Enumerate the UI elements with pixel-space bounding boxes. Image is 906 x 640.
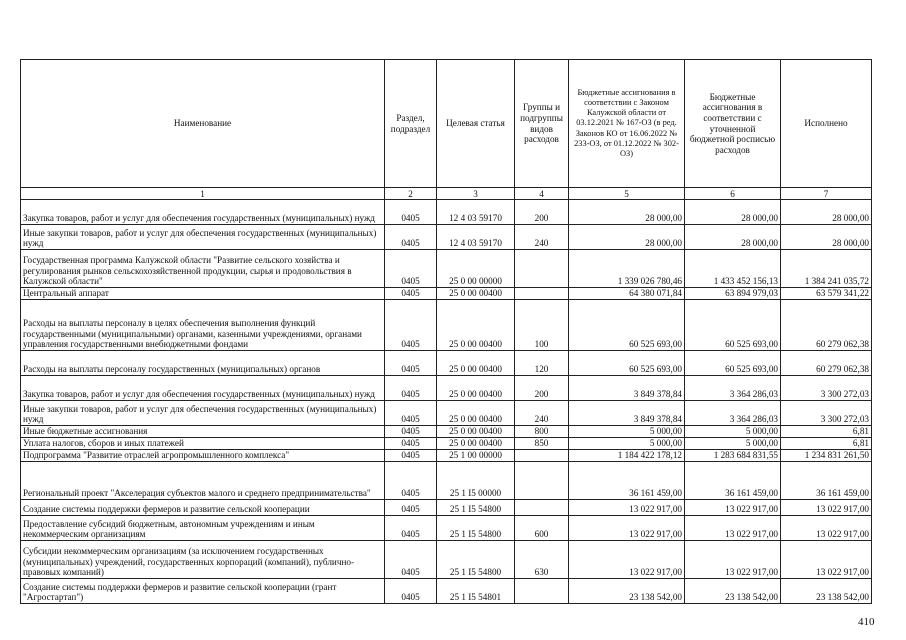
row-refined-allocation: 13 022 917,00	[685, 541, 781, 579]
row-refined-allocation: 23 138 542,00	[685, 579, 781, 604]
row-expense-group: 850	[515, 438, 569, 450]
table-row	[21, 450, 872, 462]
row-name: Региональный проект "Акселерация субъектов малого и среднего предпринимательства"	[21, 462, 385, 500]
table-row	[21, 250, 872, 288]
row-expense-group: 200	[515, 376, 569, 401]
row-refined-allocation: 1 433 452 156,13	[685, 250, 781, 288]
row-target-article: 12 4 03 59170	[437, 225, 515, 250]
row-refined-allocation: 63 894 979,03	[685, 288, 781, 300]
row-target-article: 25 1 I5 54800	[437, 500, 515, 516]
row-expense-group	[515, 579, 569, 604]
row-law-allocation: 13 022 917,00	[569, 516, 685, 541]
row-section: 0405	[385, 579, 437, 604]
column-number: 5	[569, 188, 685, 200]
row-law-allocation: 1 339 026 780,46	[569, 250, 685, 288]
row-section: 0405	[385, 300, 437, 351]
column-number: 7	[781, 188, 872, 200]
row-section: 0405	[385, 500, 437, 516]
row-name: Создание системы поддержки фермеров и развитие сельской кооперации	[21, 500, 385, 516]
table-row	[21, 225, 872, 250]
row-law-allocation: 3 849 378,84	[569, 376, 685, 401]
row-expense-group: 630	[515, 541, 569, 579]
row-executed: 1 384 241 035,72	[781, 250, 872, 288]
row-executed: 63 579 341,22	[781, 288, 872, 300]
row-section: 0405	[385, 426, 437, 438]
row-target-article: 25 1 00 00000	[437, 450, 515, 462]
row-executed: 36 161 459,00	[781, 462, 872, 500]
row-section: 0405	[385, 200, 437, 225]
row-name: Предоставление субсидий бюджетным, автономным учреждениям и иным некоммерческим организациям	[21, 516, 385, 541]
row-executed: 28 000,00	[781, 225, 872, 250]
row-expense-group	[515, 500, 569, 516]
row-refined-allocation: 60 525 693,00	[685, 351, 781, 376]
row-expense-group	[515, 450, 569, 462]
row-expense-group: 120	[515, 351, 569, 376]
row-section: 0405	[385, 450, 437, 462]
column-number: 6	[685, 188, 781, 200]
table-row	[21, 426, 872, 438]
table-row	[21, 579, 872, 604]
row-section: 0405	[385, 376, 437, 401]
row-target-article: 25 0 00 00400	[437, 300, 515, 351]
row-refined-allocation: 3 364 286,03	[685, 401, 781, 426]
row-refined-allocation: 5 000,00	[685, 438, 781, 450]
row-name: Расходы на выплаты персоналу государственных (муниципальных) органов	[21, 351, 385, 376]
row-refined-allocation: 5 000,00	[685, 426, 781, 438]
row-expense-group: 200	[515, 200, 569, 225]
row-section: 0405	[385, 250, 437, 288]
row-section: 0405	[385, 462, 437, 500]
header-executed: Исполнено	[781, 60, 872, 188]
row-target-article: 25 1 I5 54800	[437, 541, 515, 579]
column-number: 3	[437, 188, 515, 200]
column-number-row	[21, 188, 872, 200]
table-row	[21, 351, 872, 376]
row-name: Создание системы поддержки фермеров и развитие сельской кооперации (грант "Агростартап")	[21, 579, 385, 604]
row-name: Закупка товаров, работ и услуг для обеспечения государственных (муниципальных) нужд	[21, 376, 385, 401]
row-target-article: 25 1 I5 54801	[437, 579, 515, 604]
row-target-article: 25 0 00 00400	[437, 426, 515, 438]
table-body	[21, 200, 872, 604]
row-law-allocation: 28 000,00	[569, 200, 685, 225]
table-row	[21, 438, 872, 450]
row-target-article: 25 0 00 00400	[437, 351, 515, 376]
row-executed: 28 000,00	[781, 200, 872, 225]
row-law-allocation: 3 849 378,84	[569, 401, 685, 426]
row-refined-allocation: 1 283 684 831,55	[685, 450, 781, 462]
row-executed: 23 138 542,00	[781, 579, 872, 604]
table-row	[21, 376, 872, 401]
header-law-allocations: Бюджетные ассигнования в соответствии с Законом Калужской области от 03.12.2021 № 167-ОЗ (в ред. Законов КО от 16.06.2022 № 233-ОЗ, от 01.12.2022 № 302-ОЗ)	[569, 60, 685, 188]
row-law-allocation: 28 000,00	[569, 225, 685, 250]
row-executed: 6,81	[781, 438, 872, 450]
row-target-article: 12 4 03 59170	[437, 200, 515, 225]
row-name: Субсидии некоммерческим организациям (за исключением государственных (муниципальных) учреждений, государственных корпораций (компаний), публично-правовых компаний)	[21, 541, 385, 579]
row-target-article: 25 0 00 00400	[437, 438, 515, 450]
row-law-allocation: 5 000,00	[569, 426, 685, 438]
header-refined-allocations: Бюджетные ассигнования в соответствии с уточненной бюджетной росписью расходов	[685, 60, 781, 188]
row-section: 0405	[385, 351, 437, 376]
row-expense-group	[515, 250, 569, 288]
row-expense-group: 800	[515, 426, 569, 438]
row-name: Расходы на выплаты персоналу в целях обеспечения выполнения функций государственными (муниципальными) органами, казенными учреждениями, органами управления государственными внебюджетными фондами	[21, 300, 385, 351]
column-number: 4	[515, 188, 569, 200]
row-executed: 60 279 062,38	[781, 300, 872, 351]
header-name: Наименование	[21, 60, 385, 188]
budget-table	[20, 59, 872, 604]
table-row	[21, 288, 872, 300]
table-row	[21, 541, 872, 579]
row-refined-allocation: 28 000,00	[685, 225, 781, 250]
row-refined-allocation: 28 000,00	[685, 200, 781, 225]
row-refined-allocation: 36 161 459,00	[685, 462, 781, 500]
budget-table-container	[20, 59, 872, 604]
table-row	[21, 401, 872, 426]
table-row	[21, 200, 872, 225]
row-refined-allocation: 13 022 917,00	[685, 516, 781, 541]
row-target-article: 25 0 00 00400	[437, 376, 515, 401]
header-target: Целевая статья	[437, 60, 515, 188]
row-expense-group: 240	[515, 401, 569, 426]
row-expense-group	[515, 288, 569, 300]
row-executed: 6,81	[781, 426, 872, 438]
row-law-allocation: 5 000,00	[569, 438, 685, 450]
row-name: Центральный аппарат	[21, 288, 385, 300]
row-section: 0405	[385, 225, 437, 250]
row-expense-group	[515, 462, 569, 500]
header-groups: Группы и подгруппы видов расходов	[515, 60, 569, 188]
row-name: Государственная программа Калужской области "Развитие сельского хозяйства и регулирования рынков сельскохозяйственной продукции, сырья и продовольствия в Калужской области"	[21, 250, 385, 288]
row-refined-allocation: 3 364 286,03	[685, 376, 781, 401]
row-target-article: 25 0 00 00400	[437, 288, 515, 300]
row-name: Уплата налогов, сборов и иных платежей	[21, 438, 385, 450]
row-name: Иные закупки товаров, работ и услуг для обеспечения государственных (муниципальных) нужд	[21, 225, 385, 250]
table-row	[21, 462, 872, 500]
row-expense-group: 240	[515, 225, 569, 250]
row-section: 0405	[385, 541, 437, 579]
table-row	[21, 516, 872, 541]
row-expense-group: 100	[515, 300, 569, 351]
row-target-article: 25 1 I5 00000	[437, 462, 515, 500]
row-name: Закупка товаров, работ и услуг для обеспечения государственных (муниципальных) нужд	[21, 200, 385, 225]
row-section: 0405	[385, 401, 437, 426]
row-executed: 13 022 917,00	[781, 500, 872, 516]
row-executed: 3 300 272,03	[781, 401, 872, 426]
row-name: Иные бюджетные ассигнования	[21, 426, 385, 438]
row-expense-group: 600	[515, 516, 569, 541]
table-row	[21, 300, 872, 351]
row-target-article: 25 1 I5 54800	[437, 516, 515, 541]
row-refined-allocation: 13 022 917,00	[685, 500, 781, 516]
row-refined-allocation: 60 525 693,00	[685, 300, 781, 351]
row-target-article: 25 0 00 00000	[437, 250, 515, 288]
column-number: 2	[385, 188, 437, 200]
row-executed: 13 022 917,00	[781, 541, 872, 579]
row-section: 0405	[385, 288, 437, 300]
row-law-allocation: 64 380 071,84	[569, 288, 685, 300]
row-name: Подпрограмма "Развитие отраслей агропромышленного комплекса"	[21, 450, 385, 462]
header-row	[21, 60, 872, 188]
row-law-allocation: 23 138 542,00	[569, 579, 685, 604]
row-law-allocation: 36 161 459,00	[569, 462, 685, 500]
row-executed: 3 300 272,03	[781, 376, 872, 401]
row-law-allocation: 13 022 917,00	[569, 500, 685, 516]
table-row	[21, 500, 872, 516]
row-law-allocation: 60 525 693,00	[569, 351, 685, 376]
row-name: Иные закупки товаров, работ и услуг для обеспечения государственных (муниципальных) нужд	[21, 401, 385, 426]
header-section: Раздел, подраздел	[385, 60, 437, 188]
row-law-allocation: 13 022 917,00	[569, 541, 685, 579]
row-section: 0405	[385, 516, 437, 541]
row-law-allocation: 1 184 422 178,12	[569, 450, 685, 462]
row-law-allocation: 60 525 693,00	[569, 300, 685, 351]
row-target-article: 25 0 00 00400	[437, 401, 515, 426]
page-number: 410	[858, 616, 875, 628]
column-number: 1	[21, 188, 385, 200]
row-section: 0405	[385, 438, 437, 450]
row-executed: 1 234 831 261,50	[781, 450, 872, 462]
row-executed: 60 279 062,38	[781, 351, 872, 376]
row-executed: 13 022 917,00	[781, 516, 872, 541]
